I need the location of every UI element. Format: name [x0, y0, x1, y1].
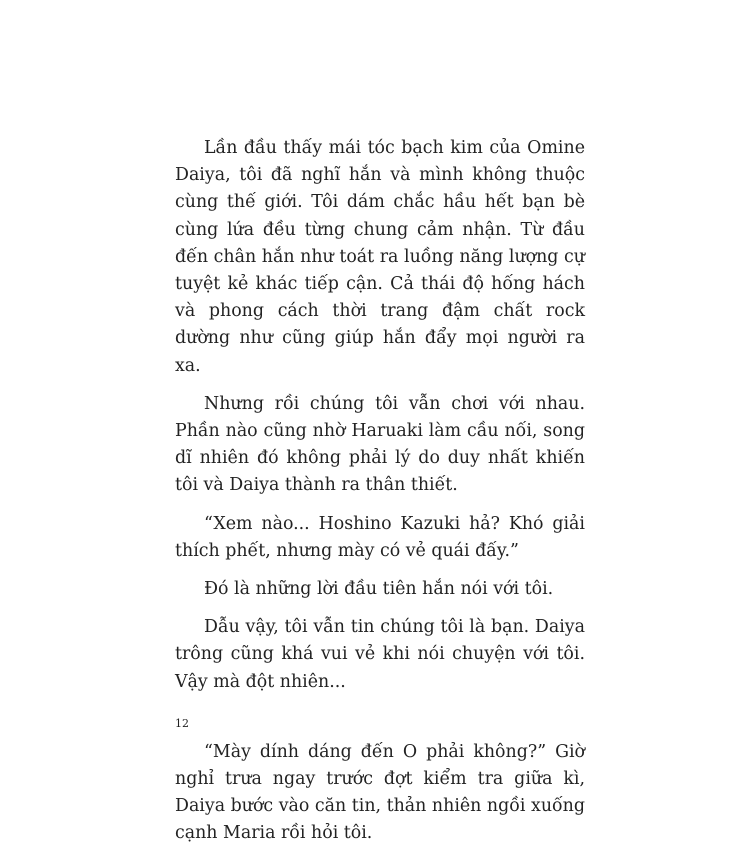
body-text — [175, 135, 585, 859]
paragraph-4: Đó là những lời đầu tiên hắn nói với tôi. — [204, 579, 554, 600]
paragraph-2: Nhưng rồi chúng tôi vẫn chơi với nhau. Phần nào cũng nhờ Haruaki làm cầu nối, song dĩ nhiên đó không phải lý do duy nhất khiến tôi và Daiya thành ra thân thiết. — [175, 393, 585, 496]
paragraph-3: “Xem nào... Hoshino Kazuki hả? Khó giải thích phết, nhưng mày có vẻ quái đấy.” — [175, 513, 585, 561]
paragraph-5: Dẫu vậy, tôi vẫn tin chúng tôi là bạn. Daiya trông cũng khá vui vẻ khi nói chuyện với tôi. Vậy mà đột nhiên... — [175, 617, 585, 692]
paragraph-6: “Mày dính dáng đến O phải không?” Giờ nghỉ trưa ngay trước đợt kiểm tra giữa kì, Daiya bước vào căn tin, thản nhiên ngồi xuống cạnh Maria rồi hỏi tôi. — [175, 741, 585, 844]
paragraph-1: Lần đầu thấy mái tóc bạch kim của Omine Daiya, tôi đã nghĩ hắn và mình không thuộc cùng thế giới. Tôi dám chắc hầu hết bạn bè cùng lứa đều từng chung cảm nhận. Từ đầu đến chân hắn như toát ra luồng năng lượng cự tuyệt kẻ khác tiếp cận. Cả thái độ hống hách và phong cách thời trang đậm chất rock dường như cũng giúp hắn đẩy mọi người ra xa. — [175, 138, 585, 376]
page-number: 12 — [175, 717, 189, 730]
